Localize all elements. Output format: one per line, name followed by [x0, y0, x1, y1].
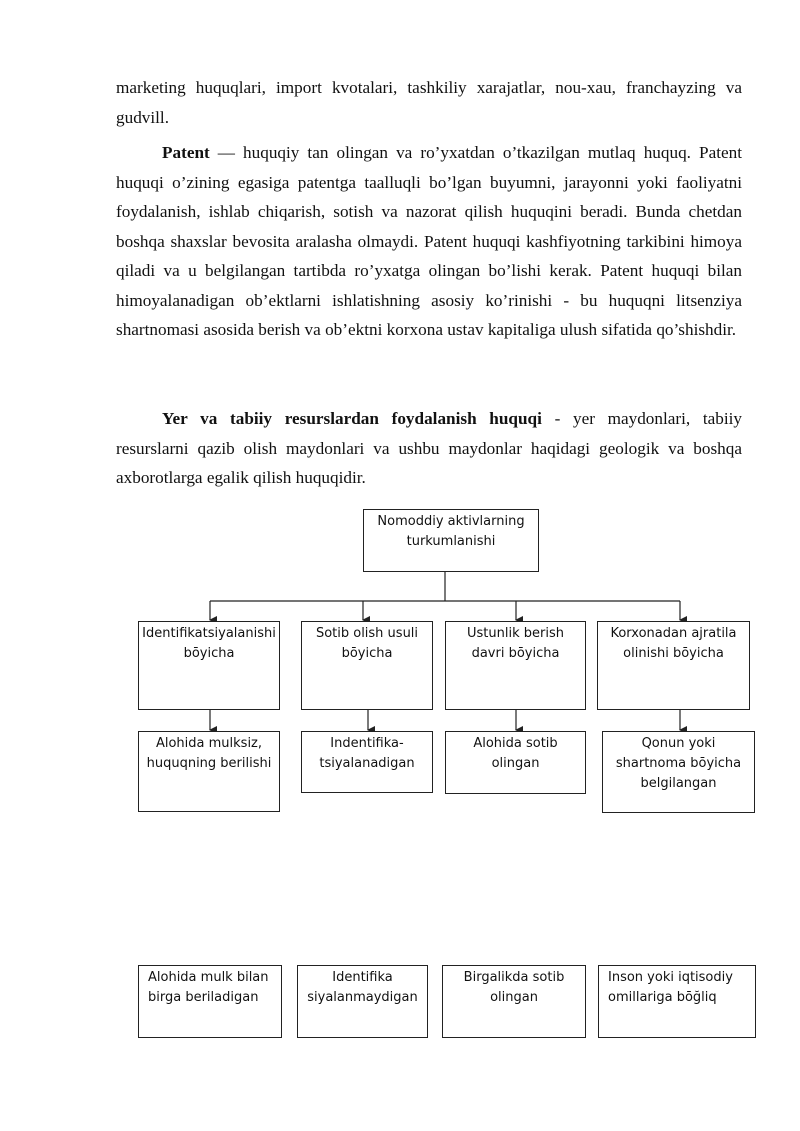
land-rights-definition: - yer maydonlari, tabiiy resurslarni qazib olish maydonlari va ushbu maydonlar haqidagi geologik va boshqa axborotlarga egalik qilish huquqidir. — [116, 409, 743, 487]
row3-box-2 — [297, 965, 428, 1038]
patent-term: Patent — [162, 143, 210, 162]
row3-label-3: Birgalikda sotib olingan — [463, 970, 565, 1005]
category-box-1 — [138, 621, 280, 710]
row3-box-3 — [442, 965, 586, 1038]
category-box-4 — [597, 621, 750, 710]
diagram-root-label: Nomoddiy aktivlarning turkumlanishi — [377, 514, 525, 549]
category-label-4: Korxonadan ajratila olinishi bōyicha — [610, 626, 737, 661]
row3-box-1 — [138, 965, 282, 1038]
row2-box-4 — [602, 731, 755, 813]
row2-label-4: Qonun yoki shartnoma bōyicha belgilangan — [615, 736, 742, 791]
category-box-2 — [301, 621, 433, 710]
row3-label-2: Identifika siyalanmaydigan — [307, 970, 418, 1005]
category-label-1: Identifikatsiyalanishi bōyicha — [142, 626, 276, 661]
row2-label-2: Indentifika-tsiyalanadigan — [319, 736, 415, 771]
category-label-2: Sotib olish usuli bōyicha — [315, 626, 419, 661]
row2-label-1: Alohida mulksiz, huquqning berilishi — [146, 736, 272, 771]
row3-label-1: Alohida mulk bilan birga beriladigan — [148, 970, 269, 1005]
row2-box-1 — [138, 731, 280, 812]
category-label-3: Ustunlik berish davri bōyicha — [467, 626, 564, 661]
category-box-3 — [445, 621, 586, 710]
row2-box-3 — [445, 731, 586, 794]
diagram-root-box — [363, 509, 539, 572]
row3-label-4: Inson yoki iqtisodiy omillariga bōğliq — [608, 970, 733, 1005]
paragraph-intro-text: marketing huquqlari, import kvotalari, tashkiliy xarajatlar, nou-xau, franchayzing va gudvill. — [116, 78, 742, 127]
row3-box-4 — [598, 965, 756, 1038]
patent-definition: — huquqiy tan olingan va ro’yxatdan o’tkazilgan mutlaq huquq. Patent huquqi o’zining egasiga patentga taalluqli bo’lgan buyumni, jarayonni yoki faoliyatni foydalanish, ishlab chiqarish, sotish va nazorat qilish huquqini beradi. Bunda chetdan boshqa shaxslar bevosita aralasha olmaydi. Patent huquqi kashfiyotning tarkibini himoya qiladi va u belgilangan tartibda ro’yxatga olingan bo’lishi kerak. Patent huquqi bilan himoyalanadigan ob’ektlarni ishlatishning asosiy ko’rinishi - bu huquqni litsenziya shartnomasi asosida berish va ob’ektni korxona ustav kapitaliga ulush sifatida qo’shishdir. — [116, 143, 742, 339]
row2-box-2 — [301, 731, 433, 793]
land-rights-term: Yer va tabiiy resurslardan foydalanish huquqi — [162, 409, 542, 428]
row2-label-3: Alohida sotib olingan — [473, 736, 558, 771]
